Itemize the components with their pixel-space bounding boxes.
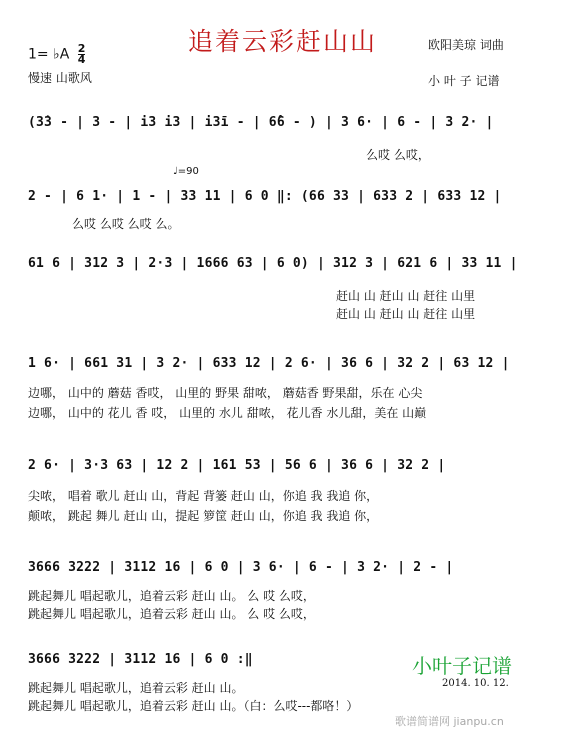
site-watermark: 歌谱简谱网 jianpu.cn <box>395 715 504 728</box>
score-line-4-lyrics-verse-2: 边哪， 山中的 花儿 香 哎， 山里的 水儿 甜哝， 花儿香 水儿甜，美在 山巅 <box>28 406 427 420</box>
score-title: 追着云彩赶山山 <box>187 27 377 56</box>
transcription-date: 2014. 10. 12. <box>442 678 509 689</box>
time-signature <box>78 44 86 65</box>
lyricist-composer: 欧阳美琼 词曲 <box>428 38 504 52</box>
score-line-5-notes: 2 6· | 3·3 63 | 12 2 | 161 53 | 56 6 | 36 6 | 32 2 | <box>28 458 446 473</box>
transcriber-stamp: 小叶子记谱 <box>412 654 512 678</box>
score-line-1-notes: (3̇3 - | 3 - | i3 i3 | i3ī - | 6̂6 - ) | 3 6· | 6 - | 3 2· | <box>28 115 494 130</box>
tempo-style: 慢速 山歌风 <box>28 71 92 85</box>
tempo-mark: ♩=90 <box>173 166 199 177</box>
score-line-6-notes: 3666 3222 | 3112 16 | 6 0 | 3 6· | 6 - | 3 2· | 2 - | <box>28 560 454 575</box>
transcriber: 小 叶 子 记谱 <box>428 74 500 88</box>
score-line-4-lyrics-verse-1: 边哪， 山中的 蘑菇 香哎， 山里的 野果 甜哝， 蘑菇香 野果甜，乐在 心尖 <box>28 386 423 400</box>
score-line-3-notes: 61 6 | 312 3 | 2·3 | 1666 63 | 6 0) | 312 3 | 621 6 | 33 11 | <box>28 256 518 271</box>
time-signature-top: 2 <box>77 42 86 55</box>
score-line-5-lyrics-verse-1: 尖哝， 唱着 歌儿 赶山 山，背起 背篓 赶山 山，你追 我 我追 你， <box>28 489 379 503</box>
score-line-5-lyrics-verse-2: 颠哝， 跳起 舞儿 赶山 山，提起 箩筐 赶山 山，你追 我 我追 你， <box>28 509 379 523</box>
score-line-6-lyrics-verse-2: 跳起舞儿 唱起歌儿，追着云彩 赶山 山。 么 哎 么哎， <box>28 607 315 621</box>
score-line-7-lyrics-verse-1: 跳起舞儿 唱起歌儿，追着云彩 赶山 山。 <box>28 681 244 695</box>
time-signature-bottom: 4 <box>77 53 86 66</box>
score-line-7-notes: 3666 3222 | 3112 16 | 6 0 :‖ <box>28 652 253 667</box>
key-signature <box>28 44 85 65</box>
score-line-4-notes: 1 6· | 661 31 | 3 2· | 633 12 | 2 6· | 36 6 | 32 2 | 63 12 | <box>28 356 510 371</box>
score-line-2-lyrics: 么哎 么哎 么哎 么。 <box>72 217 180 231</box>
score-line-3-lyrics-verse-1: 赶山 山 赶山 山 赶往 山里 <box>336 289 476 303</box>
key-signature-text: 1= ♭A <box>28 46 70 63</box>
score-line-2-notes: 2 - | 6 1· | 1 - | 33 11 | 6 0 ‖: (66 33 | 633 2 | 633 12 | <box>28 189 502 204</box>
score-line-3-lyrics-verse-2: 赶山 山 赶山 山 赶往 山里 <box>336 307 476 321</box>
score-line-7-lyrics-verse-2: 跳起舞儿 唱起歌儿，追着云彩 赶山 山。（白：么哎---都咯！） <box>28 699 359 713</box>
score-line-6-lyrics-verse-1: 跳起舞儿 唱起歌儿，追着云彩 赶山 山。 么 哎 么哎， <box>28 589 315 603</box>
score-line-1-lyrics: 么哎 么哎， <box>366 148 430 162</box>
